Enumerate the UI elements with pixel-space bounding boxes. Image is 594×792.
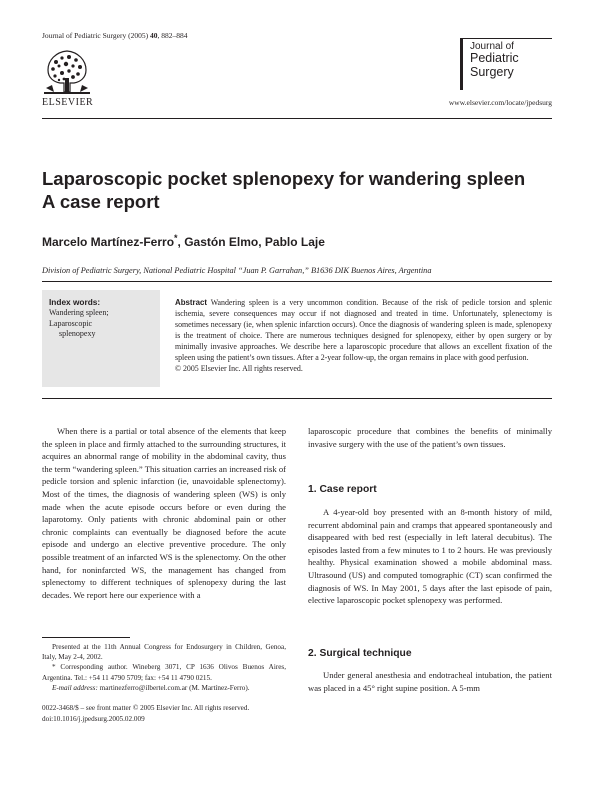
logo-bar bbox=[460, 38, 463, 90]
abstract-copyright: © 2005 Elsevier Inc. All rights reserved. bbox=[175, 364, 303, 373]
footnote-corresponding: * Corresponding author. Wineberg 3071, CP 1636 Olivos Buenos Aires, Argentina. Tel.: +54 11 4790 5709; fax: +54 11 4790 0215. bbox=[42, 663, 286, 682]
title-line: A case report bbox=[42, 191, 160, 212]
keyword: Wandering spleen; bbox=[49, 308, 109, 317]
abstract-label: Abstract bbox=[175, 298, 208, 307]
issn-doi bbox=[42, 703, 249, 724]
journal-logo bbox=[460, 38, 552, 90]
keywords-box bbox=[42, 290, 160, 387]
header-divider bbox=[42, 118, 552, 119]
publisher-name: ELSEVIER bbox=[42, 97, 94, 108]
article-title bbox=[42, 167, 552, 213]
keyword: splenopexy bbox=[59, 329, 96, 338]
doi-line[interactable]: doi:10.1016/j.jpedsurg.2005.02.009 bbox=[42, 714, 145, 723]
keyword: Laparoscopic bbox=[49, 318, 93, 328]
case-report-paragraph: A 4-year-old boy presented with an 8-month history of mild, recurrent abdominal pain and cramps that appeared spontaneously and disappeared with bed rest (especially in left lateral decubitus). The episodes lasted from a few minutes to 1 to 2 hours. He was previously healthy. Physical examination showed a mobile abdominal mass. Ultrasound (US) and computed tomographic (CT) scan confirmed the diagnosis of WS. In May 2001, 5 days after the last episode of pain, elective laparoscopic pocket splenopexy was performed. bbox=[308, 507, 552, 606]
journal-logo-line: Journal of bbox=[470, 41, 514, 52]
issn-line: 0022-3468/$ – see front matter © 2005 Elsevier Inc. All rights reserved. bbox=[42, 704, 250, 712]
intro-right-column bbox=[308, 425, 552, 450]
intro-left-column bbox=[42, 425, 286, 601]
affiliation-divider bbox=[42, 281, 552, 282]
keywords-title: Index words: bbox=[49, 297, 101, 307]
footnote-presented: Presented at the 11th Annual Congress for Endosurgery in Children, Genoa, Italy, May 2-4, 2002. bbox=[42, 643, 286, 662]
corresponding-author-mark[interactable]: * bbox=[174, 233, 178, 243]
journal-citation: Journal of Pediatric Surgery (2005) 40, 882–884 bbox=[42, 31, 188, 40]
intro-paragraph-continued: laparoscopic procedure that combines the benefits of minimally invasive surgery with the use of the patient’s own tissues. bbox=[308, 426, 552, 449]
affiliation: Division of Pediatric Surgery, National Pediatric Hospital “Juan P. Garrahan,” B1636 DIK Buenos Aires, Argentina bbox=[42, 266, 432, 275]
author-name: Marcelo Martínez-Ferro bbox=[42, 235, 175, 249]
abstract bbox=[175, 297, 552, 374]
email-value[interactable]: martinezferro@ilbertel.com.ar (M. Martínez-Ferro). bbox=[97, 683, 250, 692]
keywords-list bbox=[49, 308, 109, 340]
abstract-divider bbox=[42, 398, 552, 399]
journal-logo-line: Pediatric bbox=[470, 51, 519, 65]
footnotes bbox=[42, 642, 286, 693]
author-list bbox=[42, 233, 325, 249]
journal-logo-line: Surgery bbox=[470, 65, 514, 79]
author-names: , Gastón Elmo, Pablo Laje bbox=[177, 235, 325, 249]
journal-url[interactable]: www.elsevier.com/locate/jpedsurg bbox=[448, 98, 552, 107]
abstract-text: Wandering spleen is a very uncommon condition. Because of the risk of pedicle torsion and splenic ischemia, severe consequences may occur if not diagnosed and treated in time. Unfortunately, splenectomy is sometimes necessary (ie, when splenic infarction occurs). Once the diagnosis of wandering spleen is made, splenopexy is the treatment of choice. There are numerous techniques designed for splenopexy, either by open surgery or by minimally invasive approaches. We describe here a laparoscopic procedure that allows an excellent fixation of the spleen using the patient’s own tissues. After a 2-year follow-up, the organ remains in place with good perfusion. bbox=[175, 298, 552, 362]
footnote-divider bbox=[42, 637, 130, 638]
intro-paragraph: When there is a partial or total absence of the elements that keep the spleen in place and firmly attached to the surrounding structures, it acquires an abnormal range of mobility in the abdominal cavity, thus the term “wandering spleen.” This situation carries an increased risk of pedicle torsion and splenic infarction (ie, unavoidable splenectomy). Most of the times, the diagnosis of wandering spleen (WS) is only made when the acute episode occurs before or even during the laparotomy. Only patients with chronic abdominal pain or other chronic complaints can eventually be diagnosed before the acute episode and undergo an elective preventive procedure. The only possible treatment of an infarcted WS is the splenectomy. On the other hand, for noninfarcted WS, the management has changed from splenectomy to different techniques of splenopexy during the last decades. We report here our experience with a bbox=[42, 426, 286, 600]
footnote-email bbox=[42, 683, 286, 693]
section-heading-surgical-technique: 2. Surgical technique bbox=[308, 648, 412, 659]
logo-top-rule bbox=[460, 38, 552, 39]
case-report-section bbox=[308, 506, 552, 607]
surgical-technique-paragraph: Under general anesthesia and endotracheal intubation, the patient was placed in a 45° right supine position. A 5-mm bbox=[308, 670, 552, 693]
email-label: E-mail address: bbox=[52, 683, 98, 692]
title-line: Laparoscopic pocket splenopexy for wandering spleen bbox=[42, 168, 526, 189]
surgical-technique-section bbox=[308, 669, 552, 694]
elsevier-tree-logo-icon bbox=[42, 48, 92, 96]
section-heading-case-report: 1. Case report bbox=[308, 484, 377, 495]
